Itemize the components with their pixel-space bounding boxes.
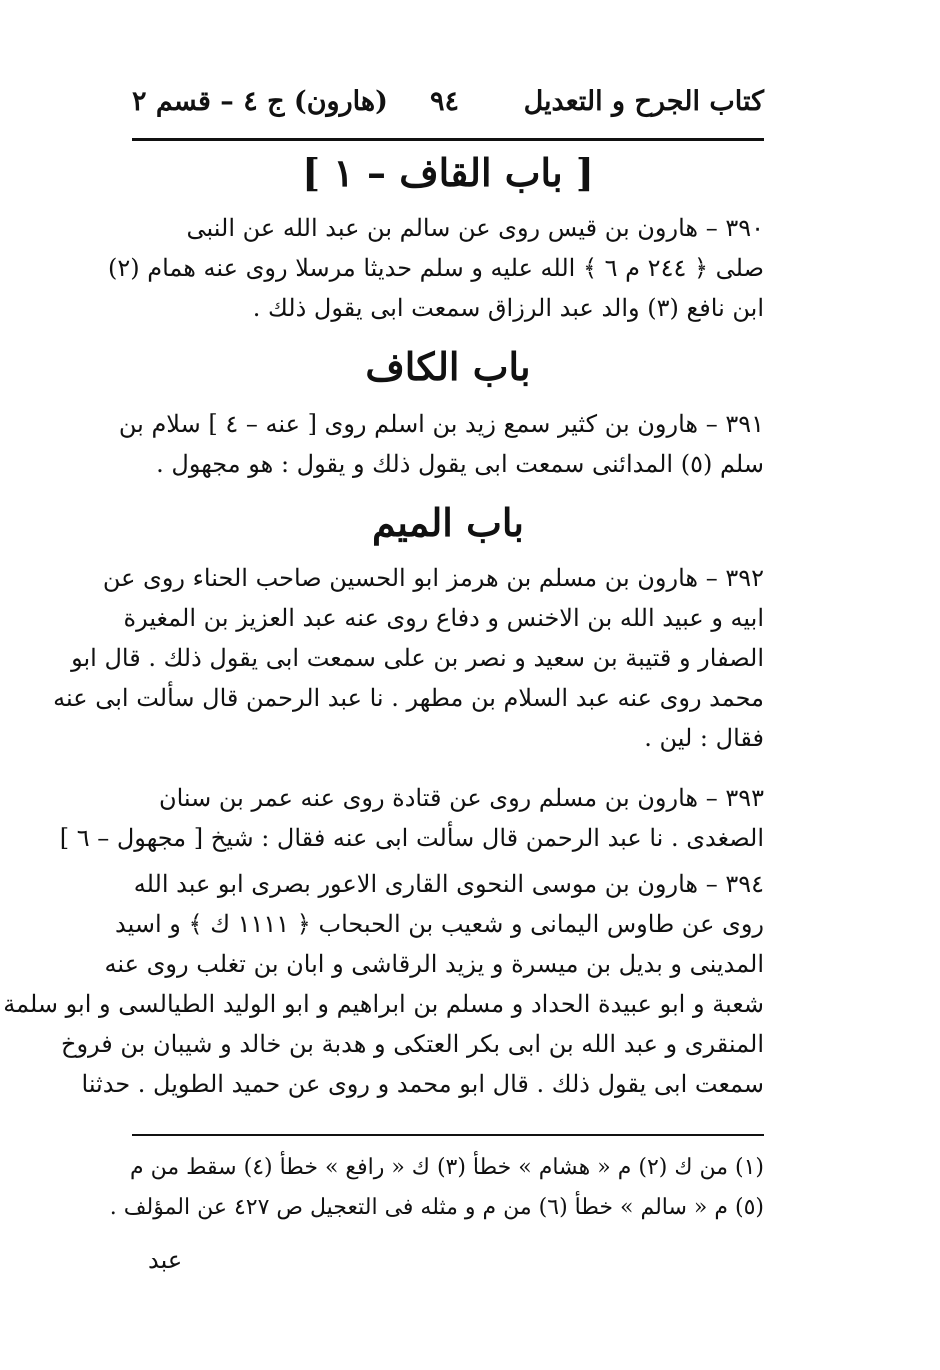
chapter-heading-kaf: باب الكاف	[365, 344, 531, 389]
chapter-heading-mim: باب الميم	[371, 500, 525, 545]
catchword: عبد	[148, 1246, 183, 1274]
entry-line: ٣٩٤ – هارون بن موسى النحوى القارى الاعور بصرى ابو عبد الله	[133, 870, 764, 898]
footnote-line: (٥) م « سالم » خطأ (٦) من م و مثله فى التعجيل ص ٤٢٧ عن المؤلف .	[109, 1195, 764, 1220]
entry-line: محمد روى عنه عبد السلام بن مطهر . نا عبد الرحمن قال سألت ابى عنه	[53, 684, 764, 712]
footnote-rule	[132, 1134, 764, 1136]
entry-line: ابيه و عبيد الله بن الاخنس و دفاع روى عنه عبد العزيز بن المغيرة	[123, 604, 764, 632]
entry-393	[59, 778, 764, 858]
entry-line: شعبة و ابو عبيدة الحداد و مسلم بن ابراهيم و ابو الوليد الطيالسى و ابو سلمة	[3, 990, 764, 1018]
running-header	[132, 82, 764, 134]
entry-line: صلى ﴿ ٢٤٤ م ٦ ﴾ الله عليه و سلم حديثا مرسلا روى عنه همام (٢)	[107, 254, 764, 282]
entry-line: فقال : لين .	[644, 724, 764, 752]
entry-line: سمعت ابى يقول ذلك . قال ابو محمد و روى عن حميد الطويل . حدثنا	[81, 1070, 764, 1098]
entry-line: الصفار و قتيبة بن سعيد و نصر بن على سمعت ابى يقول ذلك . قال ابو	[71, 644, 764, 672]
entry-line: المدينى و بديل بن ميسرة و يزيد الرقاشى و ابان بن تغلب روى عنه	[104, 950, 764, 978]
entry-391	[118, 404, 764, 484]
part-indicator: (هارون) ج ٤ – قسم ٢	[132, 86, 388, 117]
book-title: كتاب الجرح و التعديل	[523, 86, 764, 117]
entry-line: المنقرى و عبد الله بن ابى بكر العتكى و هدبة بن خالد و شيبان بن فروخ	[60, 1030, 764, 1058]
entry-line: ٣٩٠ – هارون بن قيس روى عن سالم بن عبد الله عن النبى	[186, 214, 764, 242]
entry-line: ٣٩٣ – هارون بن مسلم روى عن قتادة روى عنه عمر بن سنان	[158, 784, 764, 812]
header-rule	[132, 138, 764, 141]
footnotes	[109, 1148, 764, 1228]
footnote-line: (١) من ك (٢) م « هشام » خطأ (٣) ك « رافع » خطأ (٤) سقط من م	[130, 1155, 764, 1180]
entry-line: سلم (٥) المدائنى سمعت ابى يقول ذلك و يقول : هو مجهول .	[156, 450, 764, 478]
entry-394	[3, 864, 764, 1104]
entry-392	[53, 558, 764, 758]
entry-line: روى عن طاوس اليمانى و شعيب بن الحبحاب ﴿ ١١١١ ك ﴾ و اسيد	[115, 910, 764, 938]
entry-line: ٣٩٢ – هارون بن مسلم بن هرمز ابو الحسين صاحب الحناء روى عن	[102, 564, 764, 592]
entry-line: ٣٩١ – هارون بن كثير سمع زيد بن اسلم روى [ عنه – ٤ ] سلام بن	[118, 410, 764, 438]
page-number: ٩٤	[430, 86, 460, 117]
entry-390	[107, 208, 764, 328]
entry-line: الصغدى . نا عبد الرحمن قال سألت ابى عنه فقال : شيخ [ مجهول – ٦ ]	[59, 824, 764, 852]
entry-line: ابن نافع (٣) والد عبد الرزاق سمعت ابى يقول ذلك .	[252, 294, 764, 322]
chapter-heading-qaf: [ باب القاف – ١ ]	[302, 150, 594, 195]
